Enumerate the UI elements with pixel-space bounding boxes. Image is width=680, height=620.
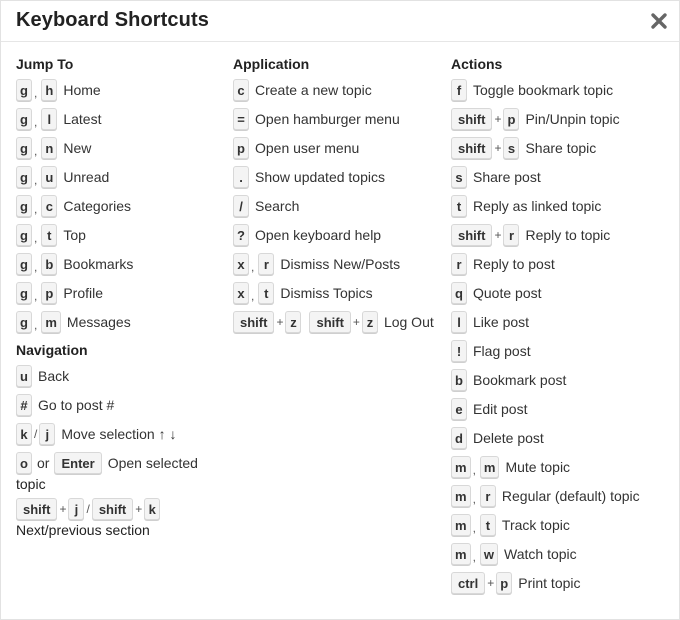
plus-separator: + bbox=[135, 502, 143, 516]
key: z bbox=[362, 311, 378, 333]
shortcut-keyboard-help bbox=[233, 223, 448, 247]
key: ! bbox=[451, 340, 467, 362]
key: t bbox=[258, 282, 274, 304]
shortcut-regular-topic bbox=[451, 484, 676, 508]
shortcut-description: Categories bbox=[63, 198, 132, 214]
shortcut-description: Dismiss New/Posts bbox=[280, 256, 401, 272]
key: g bbox=[16, 195, 32, 217]
shortcut-description: Share topic bbox=[525, 140, 597, 156]
key: shift bbox=[451, 224, 492, 246]
shortcut-description: Home bbox=[63, 82, 101, 98]
jump-to-list bbox=[16, 78, 226, 334]
key: r bbox=[503, 224, 519, 246]
key: g bbox=[16, 137, 32, 159]
shortcut-jump-bookmarks bbox=[16, 252, 226, 276]
shortcut-description: New bbox=[63, 140, 92, 156]
shortcut-go-to-post bbox=[16, 393, 226, 417]
key: m bbox=[451, 514, 471, 536]
key: ctrl bbox=[451, 572, 485, 594]
key: l bbox=[41, 108, 57, 130]
shortcut-dismiss-new-posts bbox=[233, 252, 448, 276]
shortcut-toggle-bookmark-topic bbox=[451, 78, 676, 102]
shortcut-description: Messages bbox=[66, 314, 131, 330]
key: t bbox=[480, 514, 496, 536]
shortcut-edit-post bbox=[451, 397, 676, 421]
shortcut-description: Reply as linked topic bbox=[473, 198, 602, 214]
shortcut-track-topic bbox=[451, 513, 676, 537]
shortcut-jump-messages bbox=[16, 310, 226, 334]
shortcut-description-continued: topic bbox=[16, 476, 46, 492]
key: g bbox=[16, 282, 32, 304]
close-button[interactable] bbox=[649, 11, 669, 31]
shortcut-user-menu bbox=[233, 136, 448, 160]
shortcut-description: Dismiss Topics bbox=[280, 285, 373, 301]
key: q bbox=[451, 282, 467, 304]
key: j bbox=[39, 423, 55, 445]
dialog-header bbox=[1, 1, 679, 42]
key: k bbox=[16, 423, 32, 445]
key: g bbox=[16, 108, 32, 130]
slash-separator: / bbox=[34, 427, 38, 441]
key: g bbox=[16, 311, 32, 333]
shortcut-jump-home bbox=[16, 78, 226, 102]
shortcut-description: Bookmarks bbox=[63, 256, 134, 272]
shortcut-reply-linked-topic bbox=[451, 194, 676, 218]
slash-separator: / bbox=[86, 502, 90, 516]
key: shift bbox=[233, 311, 274, 333]
key: r bbox=[451, 253, 467, 275]
comma-separator: , bbox=[34, 144, 38, 158]
key: = bbox=[233, 108, 249, 130]
shortcut-description: Watch topic bbox=[504, 546, 577, 562]
shortcut-description: Next/previous section bbox=[16, 522, 150, 538]
shortcut-jump-top bbox=[16, 223, 226, 247]
shortcut-flag-post bbox=[451, 339, 676, 363]
shortcut-description: Open hamburger menu bbox=[255, 111, 400, 127]
shortcut-log-out bbox=[233, 310, 448, 334]
key: p bbox=[41, 282, 57, 304]
key: m bbox=[451, 485, 471, 507]
shortcut-description: Show updated topics bbox=[255, 169, 385, 185]
key: p bbox=[496, 572, 512, 594]
comma-separator: , bbox=[34, 202, 38, 216]
plus-separator: + bbox=[352, 315, 360, 329]
shortcut-description: Regular (default) topic bbox=[501, 488, 640, 504]
key: s bbox=[451, 166, 467, 188]
comma-separator: , bbox=[34, 289, 38, 303]
shortcut-bookmark-post bbox=[451, 368, 676, 392]
comma-separator: , bbox=[34, 173, 38, 187]
key: shift bbox=[16, 498, 57, 520]
shortcut-dismiss-topics bbox=[233, 281, 448, 305]
shortcut-share-topic bbox=[451, 136, 676, 160]
key: m bbox=[41, 311, 61, 333]
or-text: or bbox=[37, 455, 50, 471]
key: shift bbox=[309, 311, 350, 333]
shortcut-description: Reply to post bbox=[473, 256, 555, 272]
close-icon bbox=[649, 11, 669, 31]
key: j bbox=[68, 498, 84, 520]
shortcut-description: Go to post # bbox=[38, 397, 115, 413]
shortcut-next-previous-section bbox=[16, 497, 226, 539]
shortcut-description: Move selection ↑ ↓ bbox=[61, 426, 177, 442]
comma-separator: , bbox=[34, 231, 38, 245]
key: x bbox=[233, 282, 249, 304]
shortcut-description: Quote post bbox=[473, 285, 542, 301]
key: m bbox=[451, 456, 471, 478]
shortcut-print-topic bbox=[451, 571, 676, 595]
shortcut-description: Search bbox=[255, 198, 300, 214]
shortcut-description: Toggle bookmark topic bbox=[473, 82, 614, 98]
key: b bbox=[451, 369, 467, 391]
shortcut-move-selection bbox=[16, 422, 226, 446]
shortcut-pin-unpin bbox=[451, 107, 676, 131]
shortcut-description: Latest bbox=[63, 111, 102, 127]
shortcut-updated-topics bbox=[233, 165, 448, 189]
key: r bbox=[258, 253, 274, 275]
comma-separator: , bbox=[472, 521, 476, 535]
comma-separator: , bbox=[34, 318, 38, 332]
shortcut-description: Back bbox=[38, 368, 70, 384]
key: m bbox=[451, 543, 471, 565]
section-title-actions: Actions bbox=[451, 56, 503, 72]
shortcut-back bbox=[16, 364, 226, 388]
key: f bbox=[451, 79, 467, 101]
comma-separator: , bbox=[472, 463, 476, 477]
key: t bbox=[451, 195, 467, 217]
key: k bbox=[144, 498, 160, 520]
shortcut-description: Flag post bbox=[473, 343, 531, 359]
key: / bbox=[233, 195, 249, 217]
key: g bbox=[16, 79, 32, 101]
key: b bbox=[41, 253, 57, 275]
key: shift bbox=[92, 498, 133, 520]
shortcut-open-selected bbox=[16, 451, 226, 493]
key: . bbox=[233, 166, 249, 188]
key: Enter bbox=[54, 452, 101, 474]
shortcut-quote-post bbox=[451, 281, 676, 305]
shortcut-create-topic bbox=[233, 78, 448, 102]
key: e bbox=[451, 398, 467, 420]
shortcut-jump-unread bbox=[16, 165, 226, 189]
section-title-jump-to: Jump To bbox=[16, 56, 74, 72]
dialog-title: Keyboard Shortcuts bbox=[16, 9, 209, 31]
shortcut-description: Track topic bbox=[501, 517, 570, 533]
key: c bbox=[233, 79, 249, 101]
plus-separator: + bbox=[276, 315, 284, 329]
shortcut-description: Mute topic bbox=[505, 459, 571, 475]
shortcut-description: Open user menu bbox=[255, 140, 360, 156]
shortcut-jump-categories bbox=[16, 194, 226, 218]
key: x bbox=[233, 253, 249, 275]
shortcut-description: Log Out bbox=[383, 314, 434, 330]
shortcut-search bbox=[233, 194, 448, 218]
key: # bbox=[16, 394, 32, 416]
column-actions bbox=[451, 56, 676, 595]
section-title-application: Application bbox=[233, 56, 310, 72]
key: n bbox=[41, 137, 57, 159]
comma-separator: , bbox=[472, 492, 476, 506]
key: w bbox=[480, 543, 498, 565]
key: o bbox=[16, 452, 32, 474]
key: t bbox=[41, 224, 57, 246]
key: shift bbox=[451, 108, 492, 130]
shortcut-description: Pin/Unpin topic bbox=[525, 111, 620, 127]
shortcut-description: Reply to topic bbox=[525, 227, 611, 243]
key: u bbox=[16, 365, 32, 387]
key: u bbox=[41, 166, 57, 188]
plus-separator: + bbox=[487, 576, 495, 590]
shortcut-jump-profile bbox=[16, 281, 226, 305]
shortcut-mute-topic bbox=[451, 455, 676, 479]
shortcut-description: Top bbox=[63, 227, 86, 243]
shortcut-description: Unread bbox=[63, 169, 110, 185]
key: p bbox=[233, 137, 249, 159]
key: g bbox=[16, 253, 32, 275]
key: ? bbox=[233, 224, 249, 246]
shortcut-description: Profile bbox=[63, 285, 104, 301]
key: s bbox=[503, 137, 519, 159]
key: c bbox=[41, 195, 57, 217]
section-title-navigation: Navigation bbox=[16, 342, 88, 358]
shortcut-reply-topic bbox=[451, 223, 676, 247]
comma-separator: , bbox=[251, 289, 255, 303]
key: m bbox=[480, 456, 500, 478]
shortcut-description: Like post bbox=[473, 314, 530, 330]
comma-separator: , bbox=[472, 550, 476, 564]
key: l bbox=[451, 311, 467, 333]
key: r bbox=[480, 485, 496, 507]
shortcut-description: Delete post bbox=[473, 430, 544, 446]
plus-separator: + bbox=[59, 502, 67, 516]
shortcut-description: Create a new topic bbox=[255, 82, 372, 98]
shortcut-jump-latest bbox=[16, 107, 226, 131]
comma-separator: , bbox=[34, 86, 38, 100]
key: h bbox=[41, 79, 57, 101]
shortcut-description: Open keyboard help bbox=[255, 227, 382, 243]
shortcut-description: Print topic bbox=[518, 575, 581, 591]
shortcut-jump-new bbox=[16, 136, 226, 160]
shortcut-delete-post bbox=[451, 426, 676, 450]
key: p bbox=[503, 108, 519, 130]
shortcut-description: Open selected bbox=[107, 455, 198, 471]
shortcut-hamburger-menu bbox=[233, 107, 448, 131]
comma-separator: , bbox=[34, 115, 38, 129]
shortcut-description: Bookmark post bbox=[473, 372, 567, 388]
shortcut-like-post bbox=[451, 310, 676, 334]
shortcut-reply-post bbox=[451, 252, 676, 276]
comma-separator: , bbox=[34, 260, 38, 274]
column-application bbox=[233, 56, 448, 334]
plus-separator: + bbox=[494, 228, 502, 242]
plus-separator: + bbox=[494, 141, 502, 155]
key: d bbox=[451, 427, 467, 449]
column-jump-navigation bbox=[16, 56, 226, 539]
key: z bbox=[285, 311, 301, 333]
comma-separator: , bbox=[251, 260, 255, 274]
key: shift bbox=[451, 137, 492, 159]
shortcut-share-post bbox=[451, 165, 676, 189]
shortcut-description: Share post bbox=[473, 169, 541, 185]
shortcut-description: Edit post bbox=[473, 401, 528, 417]
plus-separator: + bbox=[494, 112, 502, 126]
key: g bbox=[16, 166, 32, 188]
key: g bbox=[16, 224, 32, 246]
shortcut-watch-topic bbox=[451, 542, 676, 566]
